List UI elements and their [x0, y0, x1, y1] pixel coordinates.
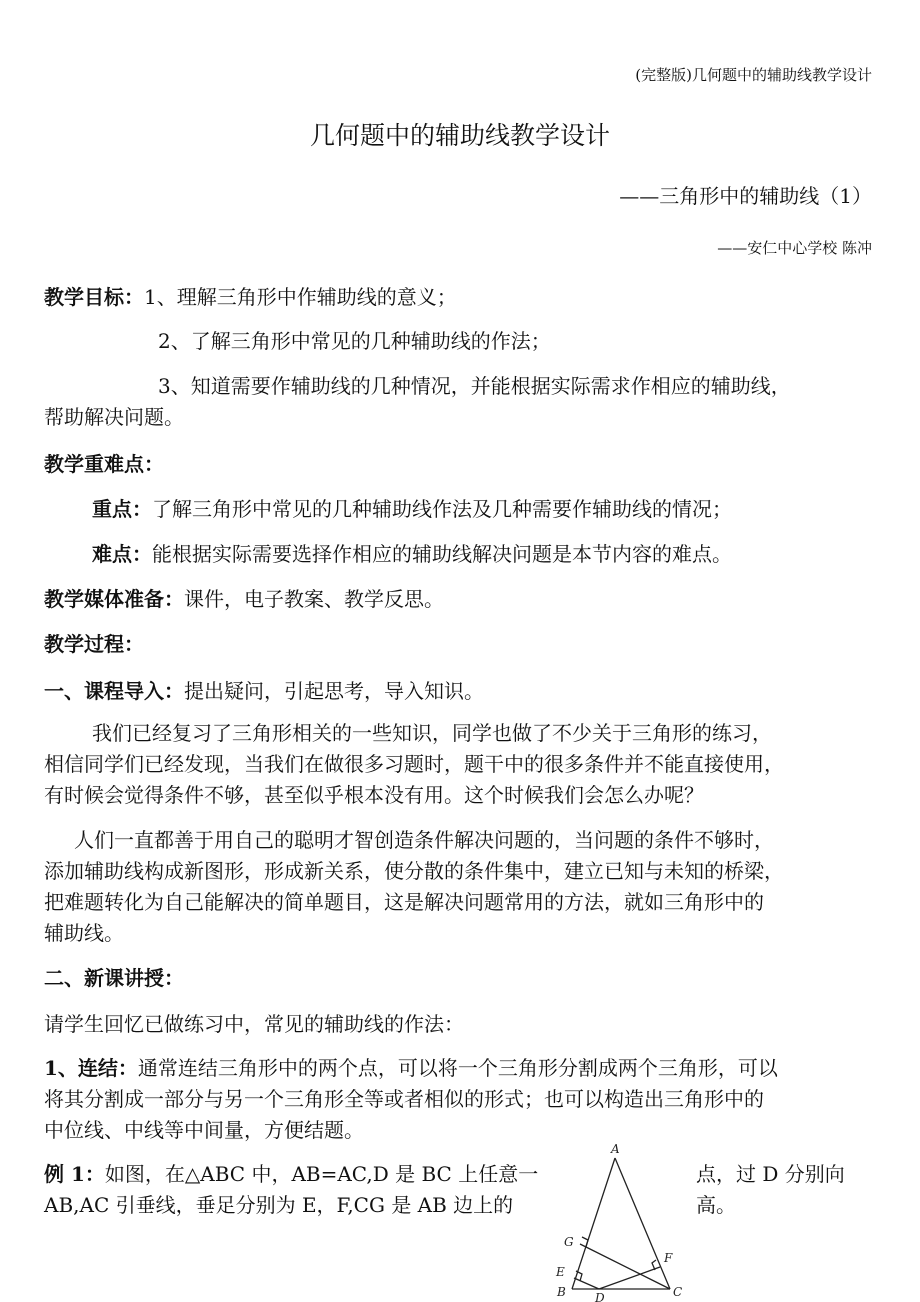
example-1-text-c: AB,AC 引垂线，垂足分别为 E，F,CG 是 AB 边上的 [44, 1193, 514, 1217]
intro-paragraph-2-line-2: 添加辅助线构成新图形，形成新关系，使分散的条件集中，建立已知与未知的桥梁， [44, 859, 784, 883]
media-label: 教学媒体准备： [44, 587, 184, 611]
label-a: A [611, 1142, 620, 1156]
goals-line-1 [44, 281, 457, 310]
side-ab [572, 1158, 615, 1289]
item-1-text-a: 通常连结三角形中的两个点，可以将一个三角形分割成两个三角形，可以 [137, 1056, 778, 1080]
example-1-text-d: 高。 [696, 1193, 736, 1217]
intro-paragraph-2-line-3: 把难题转化为自己能解决的简单题目，这是解决问题常用的方法，就如三角形中的 [44, 890, 764, 914]
media-text: 课件，电子教案、教学反思。 [184, 587, 444, 611]
hard-point-text: 能根据实际需要选择作相应的辅助线解决问题是本节内容的难点。 [152, 542, 732, 566]
label-d: D [595, 1291, 605, 1302]
item-1-line-3: 中位线、中线等中间量，方便结题。 [44, 1118, 364, 1142]
triangle-figure [545, 1140, 695, 1302]
perpendicular-df [599, 1267, 660, 1289]
media-line [44, 583, 444, 612]
goal-3-part-b: 帮助解决问题。 [44, 405, 184, 429]
page-header: (完整版)几何题中的辅助线教学设计 [635, 66, 872, 84]
goal-1: 1、理解三角形中作辅助线的意义； [144, 285, 457, 309]
intro-label: 一、课程导入： [44, 679, 184, 703]
goals-label: 教学目标： [44, 285, 144, 309]
goal-2: 2、了解三角形中常见的几种辅助线的作法； [158, 329, 551, 353]
goal-3-part-a: 3、知道需要作辅助线的几种情况，并能根据实际需求作相应的辅助线， [158, 374, 791, 398]
keys-label: 教学重难点： [44, 452, 164, 476]
key-point-line [92, 493, 732, 522]
page-title: 几何题中的辅助线教学设计 [309, 121, 610, 150]
label-g: G [564, 1235, 574, 1249]
intro-paragraph-1-line-2: 相信同学们已经发现，当我们在做很多习题时，题干中的很多条件并不能直接使用， [44, 752, 784, 776]
intro-paragraph-1-line-3: 有时候会觉得条件不够，甚至似乎根本没有用。这个时候我们会怎么办呢？ [44, 783, 704, 807]
example-1-label: 例 1： [44, 1162, 105, 1186]
intro-paragraph-2-line-1: 人们一直都善于用自己的聪明才智创造条件解决问题的，当问题的条件不够时， [74, 828, 774, 852]
item-1-label: 1、连结： [44, 1056, 138, 1080]
intro-paragraph-2-line-4: 辅助线。 [44, 921, 124, 945]
page-subtitle: ——三角形中的辅助线（1） [619, 184, 872, 208]
intro-text: 提出疑问，引起思考，导入知识。 [184, 679, 484, 703]
author-line: ——安仁中心学校 陈冲 [717, 239, 872, 257]
item-1-line-1 [44, 1052, 778, 1081]
key-point-text: 了解三角形中常见的几种辅助线作法及几种需要作辅助线的情况； [152, 497, 732, 521]
label-c: C [673, 1285, 683, 1299]
item-1-line-2: 将其分割成一部分与另一个三角形全等或者相似的形式；也可以构造出三角形中的 [44, 1087, 764, 1111]
key-point-label: 重点： [92, 497, 152, 521]
newlesson-label: 二、新课讲授： [44, 966, 184, 990]
intro-paragraph-1-line-1: 我们已经复习了三角形相关的一些知识，同学也做了不少关于三角形的练习， [92, 721, 772, 745]
label-f: F [664, 1251, 673, 1265]
process-label: 教学过程： [44, 632, 144, 656]
perpendicular-de [574, 1278, 599, 1289]
example-1-text-a: 如图，在△ABC 中，AB=AC,D 是 BC 上任意一 [104, 1162, 539, 1186]
label-b: B [557, 1285, 566, 1299]
label-e: E [556, 1265, 565, 1279]
altitude-cg [580, 1244, 670, 1289]
hard-point-label: 难点： [92, 542, 152, 566]
intro-line [44, 675, 484, 704]
side-ac [615, 1158, 670, 1289]
example-1-line-1 [44, 1158, 538, 1187]
newlesson-ask: 请学生回忆已做练习中，常见的辅助线的作法： [44, 1012, 464, 1036]
example-1-text-b: 点，过 D 分别向 [696, 1162, 845, 1186]
hard-point-line [92, 538, 732, 567]
